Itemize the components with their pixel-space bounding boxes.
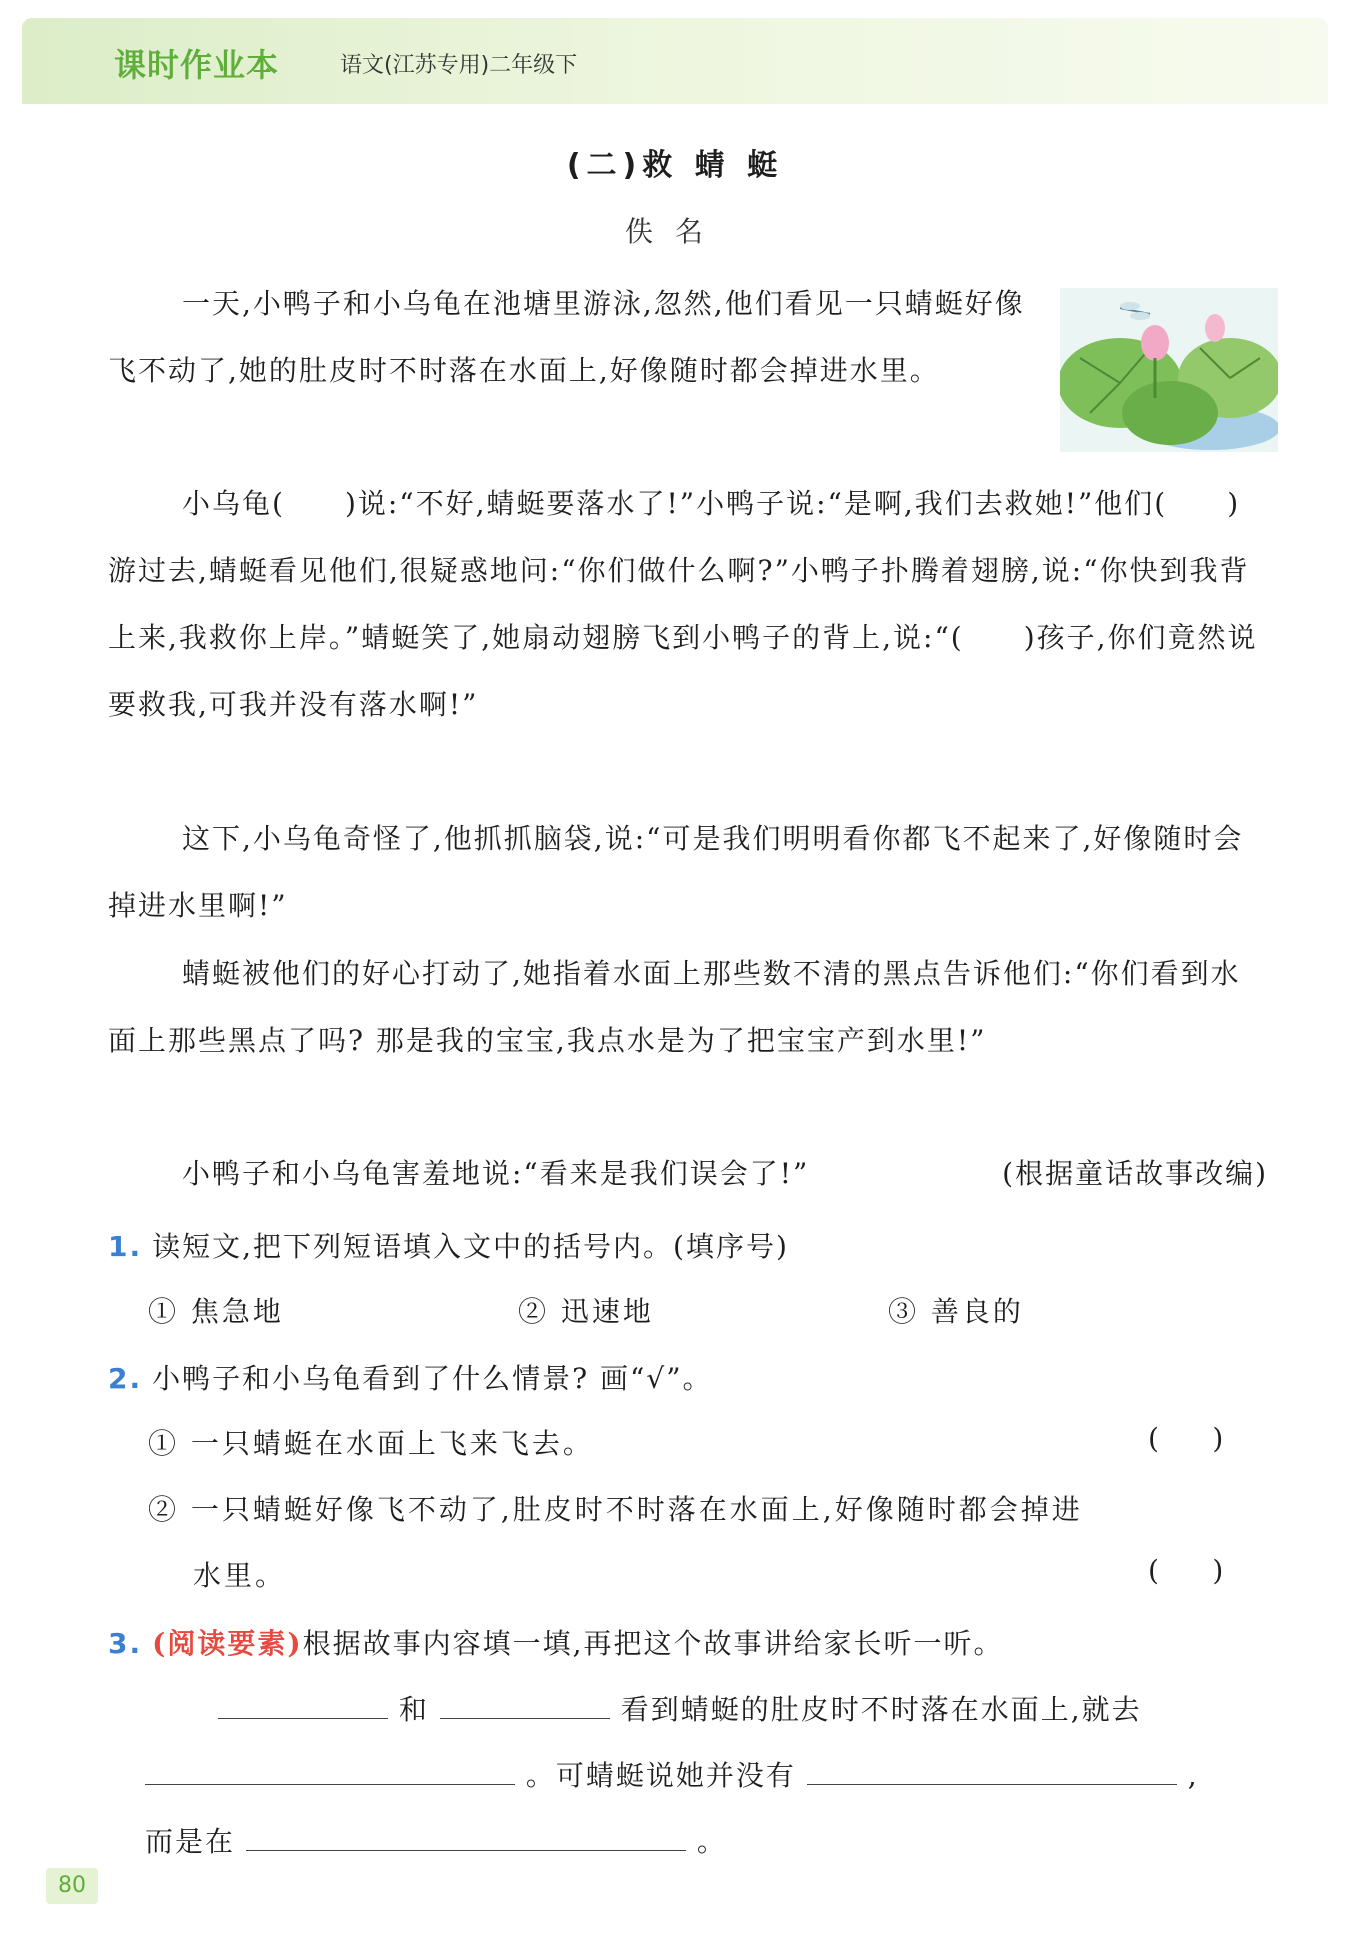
paragraph-text: )说:“不好,蜻蜓要落水了!”小鸭子说:“是啊,我们去救她!”他们( (344, 487, 1168, 520)
question-2 (108, 1357, 713, 1397)
q3-fill-line-2 (145, 1754, 1199, 1794)
fill-blank[interactable] (218, 1690, 388, 1719)
page-number: 80 (46, 1868, 98, 1904)
q2-option-2-cont: 水里。 (193, 1559, 287, 1592)
paragraph-text: 一天,小鸭子和小乌龟在池塘里游泳,忽然,他们看见一只蜻蜓好像飞不动了,她的肚皮时不时落在水面上,好像随时都会掉进水里。 (108, 287, 1025, 387)
paragraph-text: 小乌龟( (182, 487, 285, 520)
story-author: 佚名 (624, 215, 725, 248)
story-title: (二)救 蜻 蜓 (566, 148, 784, 183)
q2-option-2: ② 一只蜻蜓好像飞不动了,肚皮时不时落在水面上,好像随时都会掉进 (148, 1493, 1083, 1526)
fill-blank[interactable] (807, 1756, 1177, 1785)
question-text: 小鸭子和小乌龟看到了什么情景? 画“√”。 (152, 1362, 713, 1395)
reading-element-tag: (阅读要素) (152, 1627, 303, 1660)
q1-option-3: ③ 善良的 (888, 1295, 1024, 1328)
paragraph-text: )游过去,蜻蜓看见他们,很疑惑地问:“你们做什么啊?”小鸭子扑腾着翅膀,说:“你快到我背上来,我救你上岸。”蜻蜓笑了,她扇动翅膀飞到小鸭子的背上,说:“( (108, 487, 1250, 654)
fill-text: 而是在 (145, 1825, 236, 1858)
story-paragraph-2 (108, 470, 1268, 738)
q1-option-1: ① 焦急地 (148, 1295, 284, 1328)
story-paragraph-1 (108, 270, 1048, 404)
story-paragraph-5 (108, 1140, 1268, 1207)
fill-text: 和 (398, 1693, 429, 1726)
lotus-dragonfly-illustration (1060, 288, 1278, 452)
paragraph-text: 这下,小乌龟奇怪了,他抓抓脑袋,说:“可是我们明明看你都飞不起来了,好像随时会掉进水里啊!” (108, 822, 1244, 922)
question-3 (108, 1622, 1004, 1662)
paragraph-text: 小鸭子和小乌龟害羞地说:“看来是我们误会了!” (182, 1157, 810, 1190)
question-text: 根据故事内容填一填,再把这个故事讲给家长听一听。 (302, 1627, 1004, 1660)
question-number: 2. (108, 1362, 143, 1395)
fill-text: 。 (696, 1825, 727, 1858)
q1-option-2: ② 迅速地 (518, 1295, 654, 1328)
q2-answer-box-2[interactable]: ( ) (1148, 1554, 1224, 1587)
question-number: 1. (108, 1230, 143, 1263)
fill-blank[interactable] (246, 1822, 686, 1851)
paragraph-text: )孩子,你们竟然说要救我,可我并没有落水啊!” (108, 621, 1258, 721)
story-source: (根据童话故事改编) (1002, 1157, 1268, 1190)
fill-text: 看到蜻蜓的肚皮时不时落在水面上,就去 (620, 1693, 1142, 1726)
fill-text: 。可蜻蜓说她并没有 (525, 1759, 796, 1792)
q3-fill-line-3 (145, 1820, 727, 1860)
paragraph-text: 蜻蜓被他们的好心打动了,她指着水面上那些数不清的黑点告诉他们:“你们看到水面上那些黑点了吗? 那是我的宝宝,我点水是为了把宝宝产到水里!” (108, 957, 1241, 1057)
question-number: 3. (108, 1627, 143, 1660)
q2-option-1: ① 一只蜻蜓在水面上飞来飞去。 (148, 1427, 594, 1460)
fill-blank[interactable] (145, 1756, 515, 1785)
question-text: 读短文,把下列短语填入文中的括号内。(填序号) (152, 1230, 789, 1263)
story-paragraph-3 (108, 805, 1268, 939)
page-header (22, 18, 1328, 104)
q2-answer-box-1[interactable]: ( ) (1148, 1422, 1224, 1455)
brand-title: 课时作业本 (114, 46, 280, 84)
subject-title: 语文(江苏专用)二年级下 (340, 53, 578, 78)
fill-text: , (1187, 1759, 1199, 1792)
fill-blank[interactable] (440, 1690, 610, 1719)
q3-fill-line-1 (218, 1688, 1142, 1728)
question-1 (108, 1225, 789, 1265)
story-paragraph-4 (108, 940, 1268, 1074)
